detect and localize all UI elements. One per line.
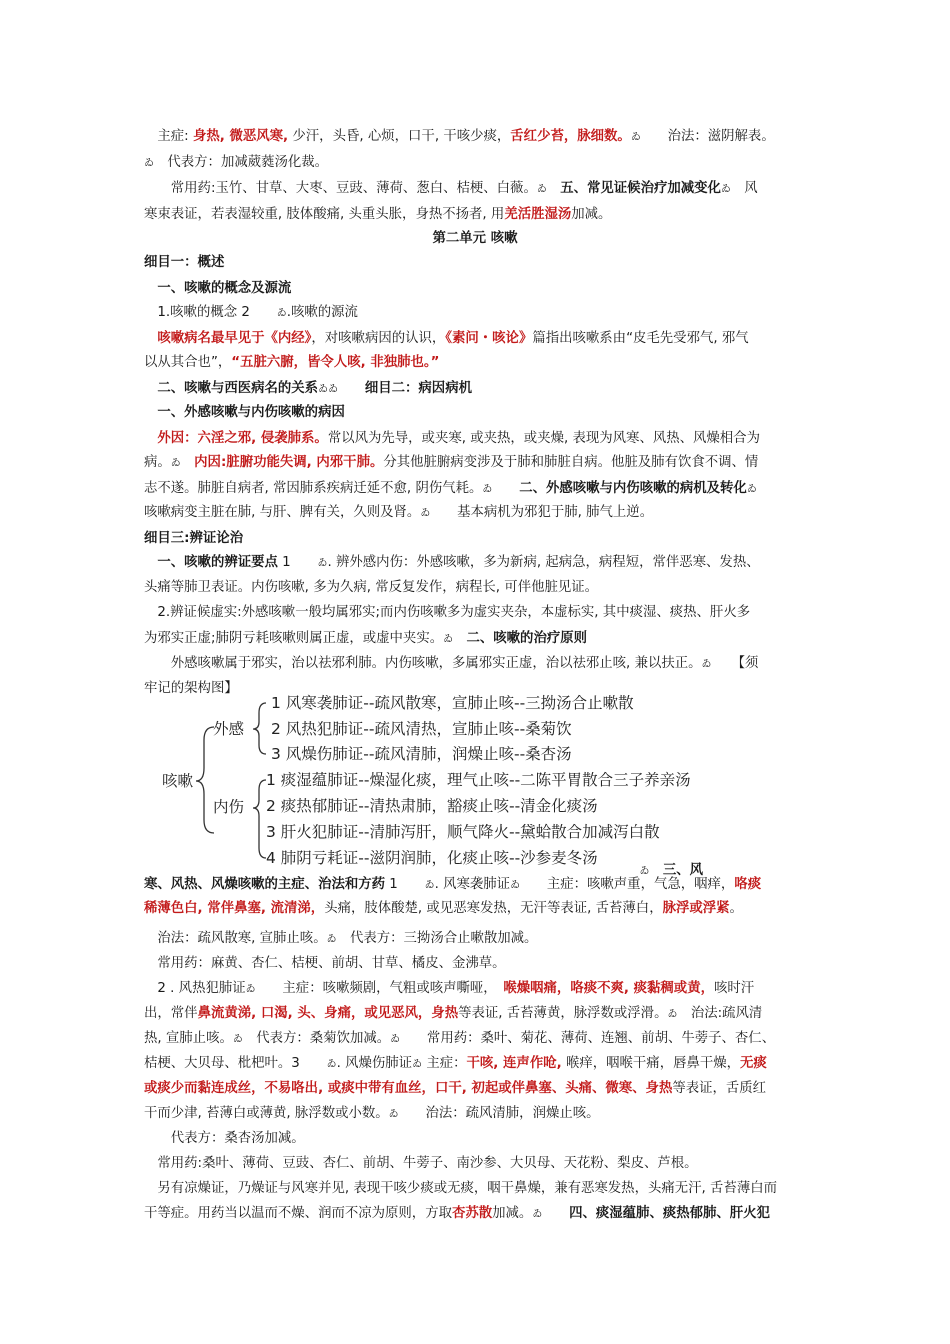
highlight-text: 鼻流黄涕, 口渴, 头、身痛，或见恶风，身热 — [197, 1006, 459, 1021]
text-run: 主症： — [422, 1056, 467, 1071]
text-run: 寒束表证，若表湿较重, 肢体酸痛, 头重头胀，身热不扬者, 用 — [144, 207, 505, 222]
paragraph-mark-icon: ゐ — [746, 484, 757, 495]
heading-text: 细目一：概述 — [144, 255, 225, 270]
text-line — [144, 329, 749, 348]
text-run: 外感咳嗽属于邪实，治以祛邪利肺。内伤咳嗽，多属邪实正虚，治以祛邪止咳, 兼以扶正。 — [144, 656, 702, 671]
paragraph-mark-icon: ゐ — [245, 984, 256, 995]
heading-text: 二、咳嗽的治疗原则 — [466, 631, 588, 646]
text-run: 出，常伴 — [144, 1006, 198, 1021]
text-run: ，对咳嗽病因的认识， — [311, 331, 446, 346]
text-run: 常用药:玉竹、甘草、大枣、豆豉、薄荷、葱白、桔梗、白薇。 — [144, 181, 537, 196]
heading-text: 一、咳嗽的辨证要点 — [157, 555, 278, 570]
text-run: 头痛，肢体酸楚, 或见恶寒发热，无汗等表证, 舌苔薄白， — [324, 901, 663, 916]
text-line — [144, 979, 754, 999]
text-line — [144, 179, 758, 199]
highlight-text: 《素问・咳论》 — [445, 331, 533, 346]
text-line — [144, 127, 775, 147]
text-line — [144, 603, 750, 622]
tree-branch-neishang: 内伤 — [213, 798, 245, 816]
text-run: 。 — [729, 901, 743, 916]
tree-leaf-tanre: 2 痰热郁肺证--清热肃肺，豁痰止咳--清金化痰汤 — [266, 797, 598, 815]
text-run — [547, 181, 560, 196]
paragraph-mark-icon: ゐ — [482, 484, 493, 495]
text-run — [144, 431, 157, 446]
text-run: 1.咳嗽的概念 2 — [144, 305, 277, 320]
text-run: 热, 宣肺止咳。 — [144, 1031, 233, 1046]
text-line — [144, 503, 653, 523]
text-line — [144, 279, 291, 298]
text-run: 常以风为先导，或夹寒, 或夹热，或夹燥, 表现为风寒、风热、风燥相合为 — [327, 431, 760, 446]
highlight-text: 或痰少而黏连成丝，不易咯出, 或痰中带有血丝，口干, 初起或伴鼻塞、头痛、微寒、身热 — [144, 1081, 673, 1096]
paragraph-mark-icon: ゐ — [326, 1059, 337, 1070]
tree-leaf-fengre: 2 风热犯肺证--疏风清热，宣肺止咳--桑菊饮 — [271, 720, 572, 738]
paragraph-mark-icon: ゐ — [170, 458, 181, 469]
text-run: 治法：疏风清肺，润燥止咳。 — [398, 1106, 600, 1121]
text-run: 篇指出咳嗽系由“皮毛先受邪气, 邪气 — [532, 331, 749, 346]
text-run: 咳嗽病变主脏在肺, 与肝、脾有关，久则及肾。 — [144, 505, 421, 520]
text-run: 干等症。用药当以温而不燥、润而不凉为原则，方取 — [144, 1206, 452, 1221]
highlight-text: 羌活胜湿汤 — [504, 207, 572, 222]
heading-text: 第二单元 咳嗽 — [432, 231, 518, 246]
text-run: 牢记的架构图】 — [144, 681, 238, 696]
text-run: 2 . 风热犯肺证 — [144, 981, 246, 996]
text-line — [144, 1054, 767, 1074]
heading-text: 四、痰湿蕴肺、痰热郁肺、肝火犯 — [569, 1206, 770, 1221]
text-line — [144, 578, 598, 597]
text-run: 病。 — [144, 455, 171, 470]
text-line — [144, 679, 238, 698]
text-run: 喉痒，咽喉干痛，唇鼻干燥， — [561, 1056, 741, 1071]
text-run: 【须 — [711, 656, 759, 671]
text-run: 以从其合也”， — [144, 355, 232, 370]
text-run: .咳嗽的源流 — [286, 305, 358, 320]
text-run: 主症: — [144, 129, 193, 144]
tree-branch-waigan: 外感 — [213, 720, 245, 738]
text-run: 另有凉燥证，乃燥证与风寒并见, 表现干咳少痰或无痰，咽干鼻燥，兼有恶寒发热，头痛无汗, 舌苔薄白而 — [144, 1181, 777, 1196]
text-run: 1 — [385, 877, 425, 892]
text-run: 代表方：桑菊饮加减。 — [242, 1031, 391, 1046]
text-run: . 风寒袭肺证 — [434, 877, 511, 892]
heading-text: 二、咳嗽与西医病名的关系 — [144, 381, 319, 396]
paragraph-mark-icon: ゐ — [443, 634, 454, 645]
text-line — [144, 629, 587, 649]
heading-text: 二、外感咳嗽与内伤咳嗽的病机及转化 — [519, 481, 747, 496]
highlight-text: 无痰 — [740, 1056, 767, 1071]
highlight-text: 身热, 微恶风寒, — [192, 129, 289, 144]
text-run: . 辨外感内伤：外感咳嗽，多为新病, 起病急，病程短，常伴恶寒、发热、 — [327, 555, 760, 570]
text-line — [144, 954, 506, 973]
paragraph-mark-icon: ゐ — [701, 659, 712, 670]
text-line — [144, 1104, 600, 1124]
highlight-text: 舌红少苔，脉细数。 — [510, 129, 631, 144]
text-run: 分其他脏腑病变涉及于肺和肺脏自病。他脏及肺有饮食不调、情 — [383, 455, 759, 470]
highlight-text: 稀薄色白, 常伴鼻塞, 流清涕， — [144, 901, 325, 916]
tree-leaf-fenghan: 1 风寒袭肺证--疏风散寒，宣肺止咳--三拗汤合止嗽散 — [271, 694, 634, 712]
text-line — [144, 205, 611, 224]
text-run: 治法：疏风散寒, 宣肺止咳。 — [144, 931, 327, 946]
text-line — [144, 353, 439, 372]
text-run: 主症：咳嗽声重，气急，咽痒， — [520, 877, 735, 892]
paragraph-mark-icon: ゐ — [536, 184, 547, 195]
text-run — [338, 381, 365, 396]
highlight-text: 咳嗽病名最早见于《内经》 — [157, 331, 312, 346]
text-run: 代表方：加减葳蕤汤化裁。 — [154, 155, 329, 170]
paragraph-mark-icon: ゐ — [232, 1034, 243, 1045]
text-run: 常用药：桑叶、菊花、薄荷、连翘、前胡、牛蒡子、杏仁、 — [400, 1031, 776, 1046]
highlight-text: 杏苏散 — [451, 1206, 493, 1221]
text-line — [144, 1204, 770, 1224]
paragraph-mark-icon: ゐ — [424, 880, 435, 891]
text-line — [144, 553, 760, 573]
waigan-bracket — [253, 703, 266, 754]
text-line — [144, 1004, 762, 1024]
tree-leaf-ganhuo: 3 肝火犯肺证--清肺泻肝，顺气降火--黛蛤散合加减泻白散 — [266, 823, 660, 841]
text-run: 风 — [730, 181, 758, 196]
main-bracket — [196, 727, 214, 833]
text-line — [144, 429, 760, 448]
text-line — [144, 153, 328, 173]
paragraph-mark-icon: ゐ — [510, 880, 521, 891]
text-run: 基本病机为邪犯于肺, 肺气上逆。 — [430, 505, 654, 520]
text-run: 桔梗、大贝母、枇杷叶。3 — [144, 1056, 327, 1071]
tree-leaf-fengzao: 3 风燥伤肺证--疏风清肺，润燥止咳--桑杏汤 — [271, 745, 572, 763]
text-run: 1 — [277, 555, 318, 570]
text-run: 加减。 — [492, 1206, 533, 1221]
paragraph-mark-icon: ゐ — [639, 866, 650, 877]
heading-text: 细目二：病因病机 — [364, 381, 472, 396]
highlight-text: 喉燥咽痛，咯痰不爽, 痰黏稠或黄， — [503, 981, 714, 996]
paragraph-mark-icon: ゐ — [388, 1109, 399, 1120]
text-line — [144, 453, 758, 473]
text-line — [144, 1079, 766, 1098]
tree-root-label: 咳嗽 — [162, 772, 194, 790]
text-run: 志不遂。肺脏自病者, 常因肺系疾病迁延不愈, 阴伤气耗。 — [144, 481, 483, 496]
text-line — [144, 253, 224, 272]
highlight-text: 外因：六淫之邪, 侵袭肺系。 — [157, 431, 328, 446]
text-run: 治法：滋阴解表。 — [640, 129, 775, 144]
text-run: 2.辨证候虚实:外感咳嗽一般均属邪实;而内伤咳嗽多为虚实夹杂，本虚标实, 其中痰湿、痰热、肝火多 — [144, 605, 751, 620]
text-run: . 风燥伤肺证 — [336, 1056, 413, 1071]
heading-text: 细目三:辨证论治 — [144, 531, 244, 546]
text-run: 常用药：麻黄、杏仁、桔梗、前胡、甘草、橘皮、金沸草。 — [144, 956, 506, 971]
text-line — [144, 1129, 305, 1148]
text-line — [144, 379, 472, 399]
text-run: 治法:疏风清 — [677, 1006, 763, 1021]
text-line — [144, 1179, 777, 1198]
paragraph-mark-icon: ゐ — [412, 1059, 423, 1070]
highlight-text: 干咳, 连声作呛, — [466, 1056, 562, 1071]
text-run: 头痛等肺卫表证。内伤咳嗽, 多为久病, 常反复发作，病程长, 可伴他脏见证。 — [144, 580, 599, 595]
text-run: 代表方：三拗汤合止嗽散加减。 — [336, 931, 538, 946]
heading-text: 五、常见证候治疗加减变化 — [560, 181, 721, 196]
paragraph-mark-icon: ゐ — [532, 1209, 543, 1220]
tree-leaf-tanshi: 1 痰湿蕴肺证--燥湿化痰，理气止咳--二陈平胃散合三子养亲汤 — [266, 771, 691, 789]
paragraph-mark-icon: ゐ — [390, 1034, 401, 1045]
text-run: 代表方：桑杏汤加减。 — [144, 1131, 305, 1146]
text-run — [492, 481, 519, 496]
text-run — [144, 555, 157, 570]
highlight-text: 内因:脏腑功能失调, 内邪干肺。 — [194, 455, 384, 470]
paragraph-mark-icon: ゐ — [420, 508, 431, 519]
text-run — [144, 331, 157, 346]
highlight-text: 脉浮或浮紧 — [662, 901, 730, 916]
text-run: 等表证, 舌苔薄黄，脉浮数或浮滑。 — [458, 1006, 668, 1021]
text-run — [542, 1206, 569, 1221]
text-line — [0, 229, 950, 248]
text-run: 咳时汗 — [713, 981, 755, 996]
text-run: 干而少津, 苔薄白或薄黄, 脉浮数或小数。 — [144, 1106, 389, 1121]
text-line — [144, 875, 761, 895]
text-run: 少汗，头昏, 心烦，口干, 干咳少痰， — [288, 129, 511, 144]
text-line — [144, 1154, 698, 1173]
text-line — [144, 303, 358, 323]
text-run: 为邪实正虚;肺阴亏耗咳嗽则属正虚，或虚中夹实。 — [144, 631, 444, 646]
text-line — [144, 654, 758, 674]
text-line — [144, 1029, 775, 1049]
heading-text: 三、风 — [662, 863, 704, 878]
text-run: 等表证，舌质红 — [672, 1081, 767, 1096]
tree-leaf-feiyin: 4 肺阴亏耗证--滋阴润肺，化痰止咳--沙参麦冬汤 — [266, 849, 598, 867]
paragraph-mark-icon: ゐ — [144, 158, 154, 169]
paragraph-mark-icon: ゐ — [317, 558, 328, 569]
text-line — [144, 479, 757, 499]
text-run: 常用药:桑叶、薄荷、豆豉、杏仁、前胡、牛蒡子、南沙参、大贝母、天花粉、梨皮、芦根。 — [144, 1156, 698, 1171]
paragraph-mark-icon: ゐ — [326, 934, 337, 945]
text-line — [144, 529, 243, 548]
heading-text: 寒、风热、风燥咳嗽的主症、治法和方药 — [144, 877, 386, 892]
heading-text: 一、外感咳嗽与内伤咳嗽的病因 — [144, 405, 345, 420]
text-run — [453, 631, 466, 646]
paragraph-mark-icon: ゐゐ — [318, 384, 339, 395]
neishang-bracket — [253, 780, 266, 858]
text-run — [181, 455, 194, 470]
paragraph-mark-icon: ゐ — [667, 1009, 678, 1020]
paragraph-mark-icon: ゐ — [630, 132, 641, 143]
text-line — [144, 403, 345, 422]
text-line — [144, 929, 537, 949]
text-line — [144, 899, 743, 918]
heading-text: 一、咳嗽的概念及源流 — [144, 281, 292, 296]
text-run: 主症：咳嗽频剧，气粗或咳声嘶哑， — [255, 981, 504, 996]
paragraph-mark-icon: ゐ — [276, 308, 287, 319]
highlight-text: “五脏六腑，皆令人咳, 非独肺也。” — [231, 355, 440, 370]
highlight-text: 咯痰 — [734, 877, 762, 892]
paragraph-mark-icon: ゐ — [720, 184, 731, 195]
text-run: 加减。 — [571, 207, 612, 222]
